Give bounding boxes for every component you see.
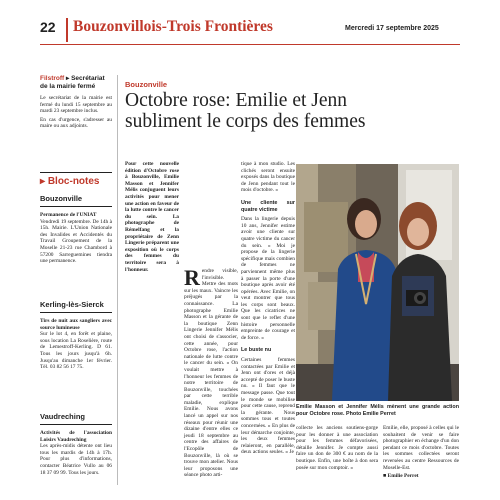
bloc-notes-chevron-icon: ▸ [40,176,46,187]
notice-title: Tirs de nuit aux sangliers avec source lumineuse [40,318,112,331]
article-column-4: collecte les anciens soutiens-gorge pour les donner à une association pour les femmes défavorisées, détaille Jennifer. Je compte aussi faire un don de 300 € au nom de la boutique. Enfin, une boîte à don sera posée sur mon comptoir. » [296,425,378,471]
photo-illustration [296,164,459,401]
column-3-text: tique à mon studio. Les clichés seront ensuite exposés dans la boutique de Jenn pendant tout le mois d'octobre. » [241,161,295,194]
brief-body: Le secrétariat de la mairie est fermé du lundi 15 septembre au mardi 23 septembre inclus. [40,95,112,115]
brief-title-part2: de la mairie fermé [40,83,96,90]
subhead-bust: Le buste nu [241,347,272,354]
brief-town: Filstroff [40,75,65,82]
article-lede: Pour cette nouvelle édition d'Octobre rose à Bouzonville, Emilie Masson et Jennifer Mélis conjuguent leurs activités pour mener une action en faveur de la lutte contre le cancer du sein. La photographe de Rémelfang et la propriétaire de Zenn Lingerie préparent une exposition où le corps des femmes du territoire sera à l'honneur. [125,161,179,273]
byline-name: Emilie Perret [387,473,419,480]
photo-caption: Emilie Masson et Jennifer Mélis mènent une grande action pour Octobre rose. Photo Emilie Perret [296,404,459,417]
byline-square-icon: ■ [383,473,387,480]
notice-rule [40,424,112,425]
notice-kerling [40,300,112,371]
notice-town: Vaudreching [40,412,86,421]
column-3-text-3: Certaines femmes contactées par Emilie et Jenn ont d'ores et déjà accepté de poser le buste nu. « Il faut que le message passe. Que tout le monde se mobilise pour cette cause, reprend la gérante. Nous sommes tous et toutes concernées. » En plus de leur démarche conjointe, les deux femmes relaieront, en parallèle, deux actions seules. « Je [241,357,295,456]
page-number: 22 [40,19,56,35]
bloc-notes-label: Bloc-notes [47,176,100,187]
column-2-text: endre visible, l'invisible. Mettre des mots sur les maux. Vaincre les préjugés par la connaissance. La photographe Emilie Masson et la gérante de la boutique Zenn Lingerie Jennifer Mélis ont choisi de s'associer, cette année, pour Octobre rose, l'action nationale de lutte contre le cancer du sein. « On voulait mettre à l'honneur les femmes de notre territoire de Bouzonville, touchées par cette terrible maladie, explique Emilie. Nous avons lancé un appel sur nos réseaux pour réunir une dizaine d'entre elles ce jeudi 18 septembre au centre des affaires de l'Ecopôle de Bouzonville, là où se trouve mon atelier. Nous leur proposons une séance photo arti- [184,268,238,479]
article-kicker: Bouzonville [125,80,168,89]
article-column-3 [241,161,295,456]
headline-line-2: subliment le corps des femmes [125,111,366,132]
notice-town: Bouzonville [40,194,83,203]
notice-town: Kerling-lès-Sierck [40,300,104,309]
article-column-5 [383,425,459,480]
article-headline [125,90,365,132]
notice-title: Permanence de l'UNIAT [40,212,97,218]
notice-body: Vendredi 19 septembre. De 14h à 15h. Mairie. L'Union Nationale des Invalides et Accidentés du Travail Groupement de la Moselle 21-23 rue Chambord à 57200 Sarreguemines tiendra une permanence. [40,218,112,265]
notice-rule [40,206,112,207]
article-byline [383,473,459,480]
header-rule [40,44,460,45]
bloc-notes-title [40,176,99,187]
bloc-notes-rule [40,172,112,173]
drop-cap: R [184,265,200,290]
column-3-text-2: Dans la lingerie depuis 10 ans, Jennifer estime avoir une cliente sur quatre victime du cancer du sein. « Moi je propose de la lingerie spécifique mais combien de femmes ne parviennent même plus à passer la porte d'une boutique après avoir été opérées. Avec Emilie, on veut montrer que tous les corps sont beaux. Que les cicatrices ne sont que le reflet d'une histoire personnelle empreinte de courage et de force. » [241,216,295,341]
article-column-2 [184,265,238,479]
notice-rule [40,312,112,313]
notice-title: Activités de l'association Loisirs Vaudreching [40,430,112,443]
brief-bullet: ▸ [66,75,70,82]
notice-bouzonville [40,194,112,265]
publication-date: Mercredi 17 septembre 2025 [345,25,439,32]
notice-vaudreching [40,412,112,476]
subhead-victims: Une cliente sur quatre victime [241,199,295,213]
column-separator [117,75,118,485]
brief-body-2: En cas d'urgence, s'adresser au maire ou aux adjoints. [40,116,112,130]
brief-filstroff [40,75,112,130]
section-title: Bouzonvillois-Trois Frontières [73,18,273,35]
column-5-text: Emilie, elle, proposé à celles qui le souhaitent de venir se faire photographier en échange d'un don pendant ce mois d'octobre. Toutes les sommes collectées seront reversées au centre Ressources de Moselle-Est. [383,425,459,471]
article-photo [296,164,459,401]
header-divider [66,18,68,42]
notice-body: Sur le lot 4, en forêt et plaine, sous location La Roselière, route de Lemestroff-Kerling. D 61. Tous les jours jusqu'à 6h. Jusqu'au dimanche 1er février. Tél. 03 82 56 17 75. [40,331,112,371]
brief-title-part1: Secrétariat [71,75,105,82]
notice-body: Les après-midis détente ont lieu tous les mardis de 14h à 17h. Pour plus d'informations, contacter Béatrice Vullo au 06 18 37 09 99. Tous les jours. [40,443,112,476]
headline-line-1: Octobre rose: Emilie et Jenn [125,90,348,111]
